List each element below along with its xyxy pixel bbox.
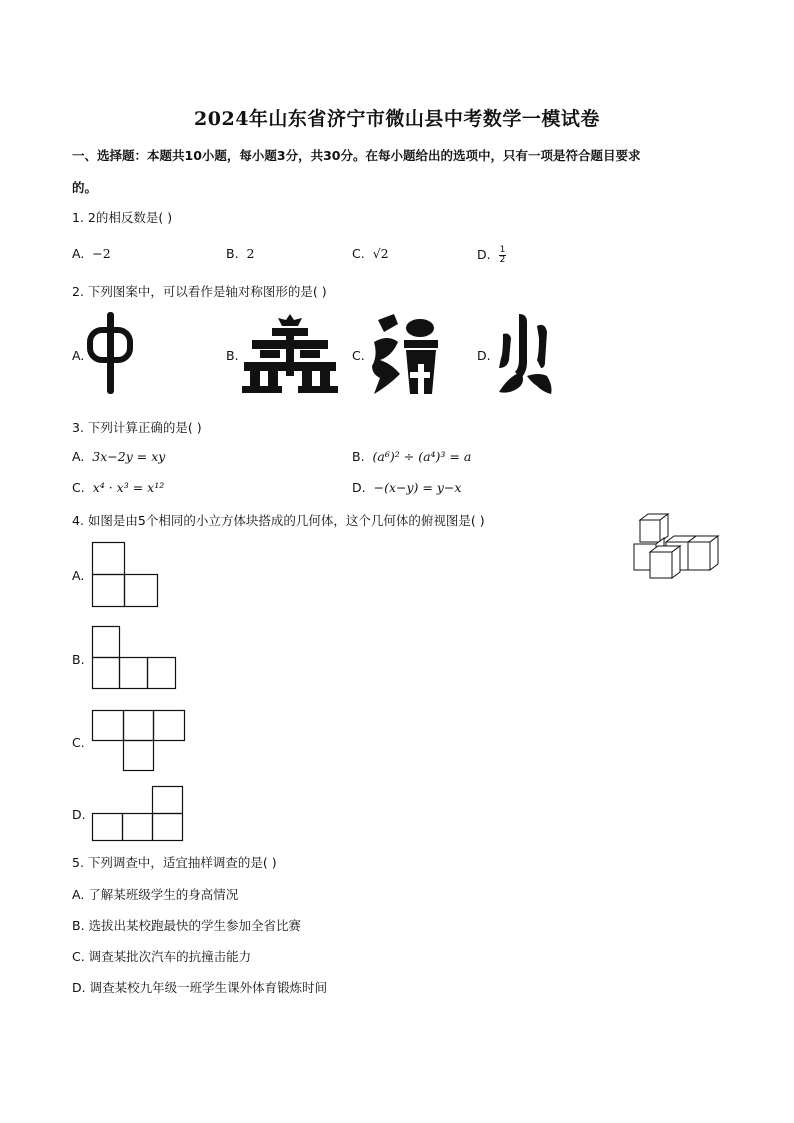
q1-b-label: B. <box>226 246 239 261</box>
q2-a-zhong-glyph-icon[interactable] <box>86 310 136 396</box>
q3-c-label: C. <box>72 480 85 495</box>
q1-option-c[interactable] <box>352 246 389 261</box>
q4-a-label: A. <box>72 568 85 583</box>
q5-option-b[interactable]: B. 选拔出某校跑最快的学生参加全省比赛 <box>72 918 302 933</box>
q2-b-label: B. <box>226 348 239 363</box>
q2-d-fire-glyph-icon[interactable] <box>497 312 553 396</box>
q3-d-label: D. <box>352 480 366 495</box>
q4-a-view[interactable] <box>92 542 162 608</box>
q1-a-text: −2 <box>92 246 111 261</box>
section-header-cont: 的。 <box>72 180 98 195</box>
q5-option-c[interactable]: C. 调查某批次汽车的抗撞击能力 <box>72 949 252 964</box>
q3-b-text: (a⁶)² ÷ (a⁴)³ = a <box>372 449 472 464</box>
q3-option-c[interactable] <box>72 480 164 495</box>
q4-c-view[interactable] <box>92 710 188 772</box>
q4-c-label: C. <box>72 735 85 750</box>
q4-b-view[interactable] <box>92 626 182 690</box>
q1-option-b[interactable] <box>226 246 255 261</box>
q1-d-label: D. <box>477 247 491 262</box>
q1-stem: 1. 2的相反数是( ) <box>72 210 173 225</box>
q1-d-fraction <box>499 246 507 265</box>
q3-option-b[interactable] <box>352 449 471 464</box>
q3-option-d[interactable] <box>352 480 461 495</box>
section-header: 一、选择题：本题共10小题，每小题3分，共30分。在每小题给出的选项中，只有一项是符合题目要求 <box>72 148 641 163</box>
q5-stem: 5. 下列调查中，适宜抽样调查的是( ) <box>72 855 277 870</box>
q4-stem: 4. 如图是由5个相同的小立方体块搭成的几何体，这个几何体的俯视图是( ) <box>72 513 485 528</box>
q3-a-text: 3x−2y = xy <box>92 449 166 464</box>
q3-d-text: −(x−y) = y−x <box>373 480 462 495</box>
q3-b-label: B. <box>352 449 365 464</box>
q1-c-text: √2 <box>372 246 389 261</box>
page-title: 2024年山东省济宁市微山县中考数学一模试卷 <box>194 108 600 130</box>
q2-stem: 2. 下列图案中，可以看作是轴对称图形的是( ) <box>72 284 327 299</box>
q5-option-a[interactable]: A. 了解某班级学生的身高情况 <box>72 887 239 902</box>
q3-c-text: x⁴ · x³ = x¹² <box>92 480 165 495</box>
q4-d-label: D. <box>72 807 86 822</box>
q1-c-label: C. <box>352 246 365 261</box>
q4-d-view[interactable] <box>92 786 188 842</box>
q1-option-a[interactable] <box>72 246 111 261</box>
q2-c-label: C. <box>352 348 365 363</box>
q2-b-seal-glyph-icon[interactable] <box>242 314 338 394</box>
q3-option-a[interactable] <box>72 449 165 464</box>
q4-cube-figure <box>630 512 722 582</box>
q2-c-seal-glyph-icon[interactable] <box>370 312 446 396</box>
q3-a-label: A. <box>72 449 85 464</box>
q2-d-label: D. <box>477 348 491 363</box>
q1-d-numerator: 1 <box>499 245 506 255</box>
q4-b-label: B. <box>72 652 85 667</box>
q1-option-d[interactable] <box>477 246 506 265</box>
q3-stem: 3. 下列计算正确的是( ) <box>72 420 202 435</box>
q2-a-label: A. <box>72 348 85 363</box>
q1-d-denominator: 2 <box>499 255 506 265</box>
q1-a-label: A. <box>72 246 85 261</box>
q1-b-text: 2 <box>246 246 255 261</box>
q5-option-d[interactable]: D. 调查某校九年级一班学生课外体育锻炼时间 <box>72 980 328 995</box>
